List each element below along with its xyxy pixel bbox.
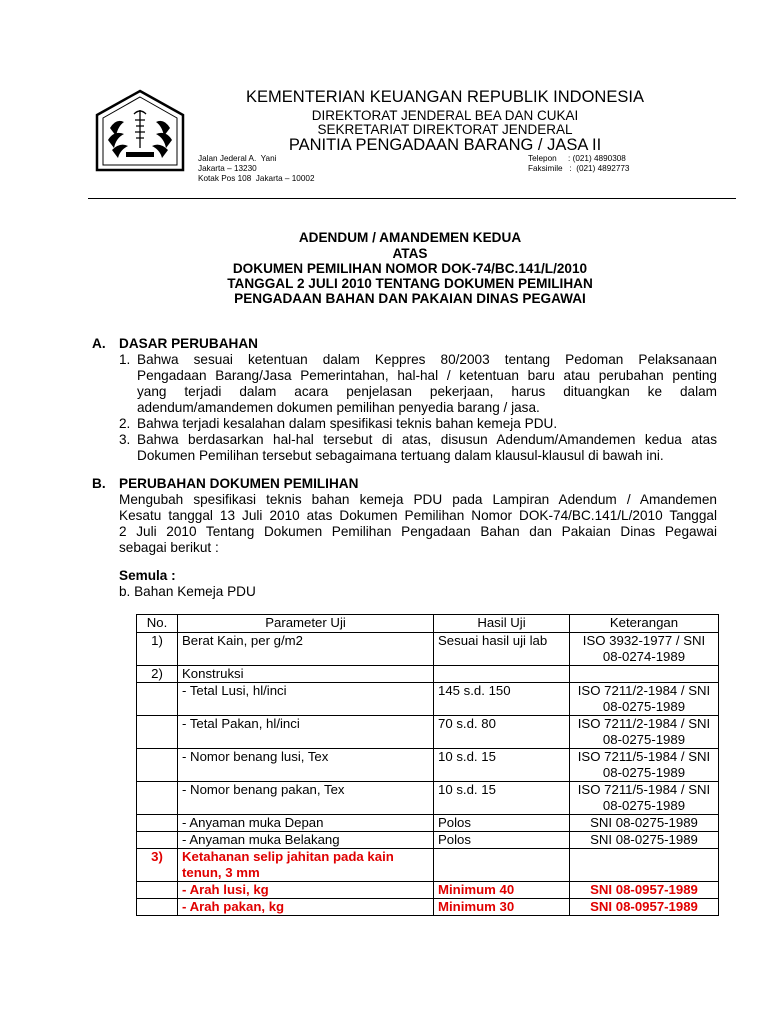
cell-no <box>137 782 178 815</box>
cell-no <box>137 832 178 849</box>
cell-no <box>137 716 178 749</box>
doc-title-line-4: TANGGAL 2 JULI 2010 TENTANG DOKUMEN PEMILIHAN <box>227 276 593 291</box>
cell-no <box>137 815 178 832</box>
cell-param: - Arah pakan, kg <box>178 899 434 916</box>
header-hasil: Hasil Uji <box>434 615 570 633</box>
cell-hasil: 10 s.d. 15 <box>434 749 570 782</box>
semula-label: Semula : <box>119 568 176 583</box>
cell-ket: ISO 7211/5-1984 / SNI 08-0275-1989 <box>570 749 719 782</box>
section-b-line: Mengubah spesifikasi teknis bahan kemeja PDU pada Lampiran Adendum / Amandemen <box>119 492 717 507</box>
cell-ket: ISO 7211/5-1984 / SNI 08-0275-1989 <box>570 782 719 815</box>
cell-ket <box>570 666 719 683</box>
doc-title-line-3: DOKUMEN PEMILIHAN NOMOR DOK-74/BC.141/L/2010 <box>232 261 588 276</box>
table-row <box>137 716 719 749</box>
table-row-highlight <box>137 849 719 882</box>
cell-hasil: Polos <box>434 815 570 832</box>
cell-hasil <box>434 849 570 882</box>
secretariat-name: SEKRETARIAT DIREKTORAT JENDERAL <box>317 122 573 137</box>
cell-hasil: 10 s.d. 15 <box>434 782 570 815</box>
section-b-letter: B. <box>92 476 106 491</box>
fax-number: Faksimile : (021) 4892773 <box>528 164 630 173</box>
header-keterangan: Keterangan <box>570 615 719 633</box>
cell-ket: ISO 7211/2-1984 / SNI 08-0275-1989 <box>570 683 719 716</box>
address-line-1: Jalan Jederal A. Yani <box>198 154 277 163</box>
section-a-item-1-num: 1. <box>119 352 131 367</box>
cell-ket: ISO 3932-1977 / SNI 08-0274-1989 <box>570 633 719 666</box>
cell-ket: SNI 08-0275-1989 <box>570 815 719 832</box>
section-a-item-3-line: Bahwa berdasarkan hal-hal tersebut di atas, disusun Adendum/Amandemen kedua atas <box>137 432 717 447</box>
section-a-heading: DASAR PERUBAHAN <box>119 336 258 351</box>
table-row <box>137 749 719 782</box>
doc-title-line-5: PENGADAAN BAHAN DAN PAKAIAN DINAS PEGAWAI <box>234 291 586 306</box>
phone-number: Telepon : (021) 4890308 <box>528 154 626 163</box>
section-a-item-3 <box>137 432 717 464</box>
section-b-heading: PERUBAHAN DOKUMEN PEMILIHAN <box>119 476 359 491</box>
section-a-item-3-line: Dokumen Pemilihan tersebut sebagaimana tertuang dalam klausul-klausul di bawah ini. <box>137 448 664 463</box>
cell-ket: SNI 08-0957-1989 <box>570 899 719 916</box>
table-row <box>137 832 719 849</box>
item-b-label: b. Bahan Kemeja PDU <box>119 584 256 599</box>
cell-param: - Tetal Lusi, hl/inci <box>178 683 434 716</box>
ministry-logo <box>94 88 186 174</box>
cell-no: 2) <box>137 666 178 683</box>
cell-ket: SNI 08-0275-1989 <box>570 832 719 849</box>
section-b-line: 2 Juli 2010 Tentang Dokumen Pemilihan Pengadaan Bahan dan Pakaian Dinas Pegawai <box>119 524 717 539</box>
table-row <box>137 633 719 666</box>
table-row <box>137 666 719 683</box>
cell-param: - Arah lusi, kg <box>178 882 434 899</box>
cell-hasil: Sesuai hasil uji lab <box>434 633 570 666</box>
cell-ket <box>570 849 719 882</box>
ministry-name: KEMENTERIAN KEUANGAN REPUBLIK INDONESIA <box>246 88 644 106</box>
cell-no <box>137 749 178 782</box>
cell-hasil <box>434 666 570 683</box>
table-header-row <box>137 615 719 633</box>
spec-table <box>136 614 719 916</box>
section-a-item-2-line: Bahwa terjadi kesalahan dalam spesifikasi teknis bahan kemeja PDU. <box>137 416 558 431</box>
cell-no <box>137 683 178 716</box>
header-no: No. <box>137 615 178 633</box>
cell-hasil: Polos <box>434 832 570 849</box>
cell-param: - Tetal Pakan, hl/inci <box>178 716 434 749</box>
cell-ket: SNI 08-0957-1989 <box>570 882 719 899</box>
address-line-2: Jakarta – 13230 <box>198 164 257 173</box>
table-row <box>137 782 719 815</box>
section-a-item-1-line: yang terjadi dalam acara penjelasan pekerjaan, harus dituangkan ke dalam <box>137 384 717 399</box>
cell-param: - Anyaman muka Depan <box>178 815 434 832</box>
section-a-item-1-line: Bahwa sesuai ketentuan dalam Keppres 80/2003 tentang Pedoman Pelaksanaan <box>137 352 717 367</box>
cell-ket: ISO 7211/2-1984 / SNI 08-0275-1989 <box>570 716 719 749</box>
cell-no <box>137 882 178 899</box>
cell-hasil: 145 s.d. 150 <box>434 683 570 716</box>
section-a-item-2 <box>137 416 717 432</box>
section-a-item-2-num: 2. <box>119 416 131 431</box>
section-a-letter: A. <box>92 336 106 351</box>
table-row-highlight <box>137 899 719 916</box>
cell-hasil: Minimum 30 <box>434 899 570 916</box>
table-row <box>137 815 719 832</box>
section-a-item-1-line: Pengadaan Barang/Jasa Pemerintahan, hal-hal / ketentuan baru atau perubahan penting <box>137 368 717 383</box>
cell-no: 3) <box>137 849 178 882</box>
committee-name: PANITIA PENGADAAN BARANG / JASA II <box>288 136 602 154</box>
cell-param: Berat Kain, per g/m2 <box>178 633 434 666</box>
cell-no <box>137 899 178 916</box>
cell-param: Ketahanan selip jahitan pada kain tenun, 3 mm <box>178 849 434 882</box>
cell-param: Konstruksi <box>178 666 434 683</box>
cell-param: - Nomor benang lusi, Tex <box>178 749 434 782</box>
directorate-name: DIREKTORAT JENDERAL BEA DAN CUKAI <box>311 108 579 123</box>
table-row-highlight <box>137 882 719 899</box>
cell-hasil: Minimum 40 <box>434 882 570 899</box>
cell-param: - Nomor benang pakan, Tex <box>178 782 434 815</box>
header-divider <box>88 198 736 199</box>
cell-no: 1) <box>137 633 178 666</box>
section-a-item-3-num: 3. <box>119 432 131 447</box>
header-parameter: Parameter Uji <box>178 615 434 633</box>
section-b-paragraph <box>119 492 717 556</box>
cell-param: - Anyaman muka Belakang <box>178 832 434 849</box>
table-row <box>137 683 719 716</box>
section-b-line: Kesatu tanggal 13 Juli 2010 atas Dokumen Pemilihan Nomor DOK-74/BC.141/L/2010 Tanggal <box>119 508 717 523</box>
address-line-3: Kotak Pos 108 Jakarta – 10002 <box>198 174 315 183</box>
section-a-item-1 <box>137 352 717 416</box>
section-b-line: sebagai berikut : <box>119 540 219 555</box>
cell-hasil: 70 s.d. 80 <box>434 716 570 749</box>
doc-title-line-2: ATAS <box>392 246 428 261</box>
section-a-item-1-line: adendum/amandemen dokumen pemilihan penyedia barang / jasa. <box>137 400 540 415</box>
doc-title-line-1: ADENDUM / AMANDEMEN KEDUA <box>298 230 522 245</box>
